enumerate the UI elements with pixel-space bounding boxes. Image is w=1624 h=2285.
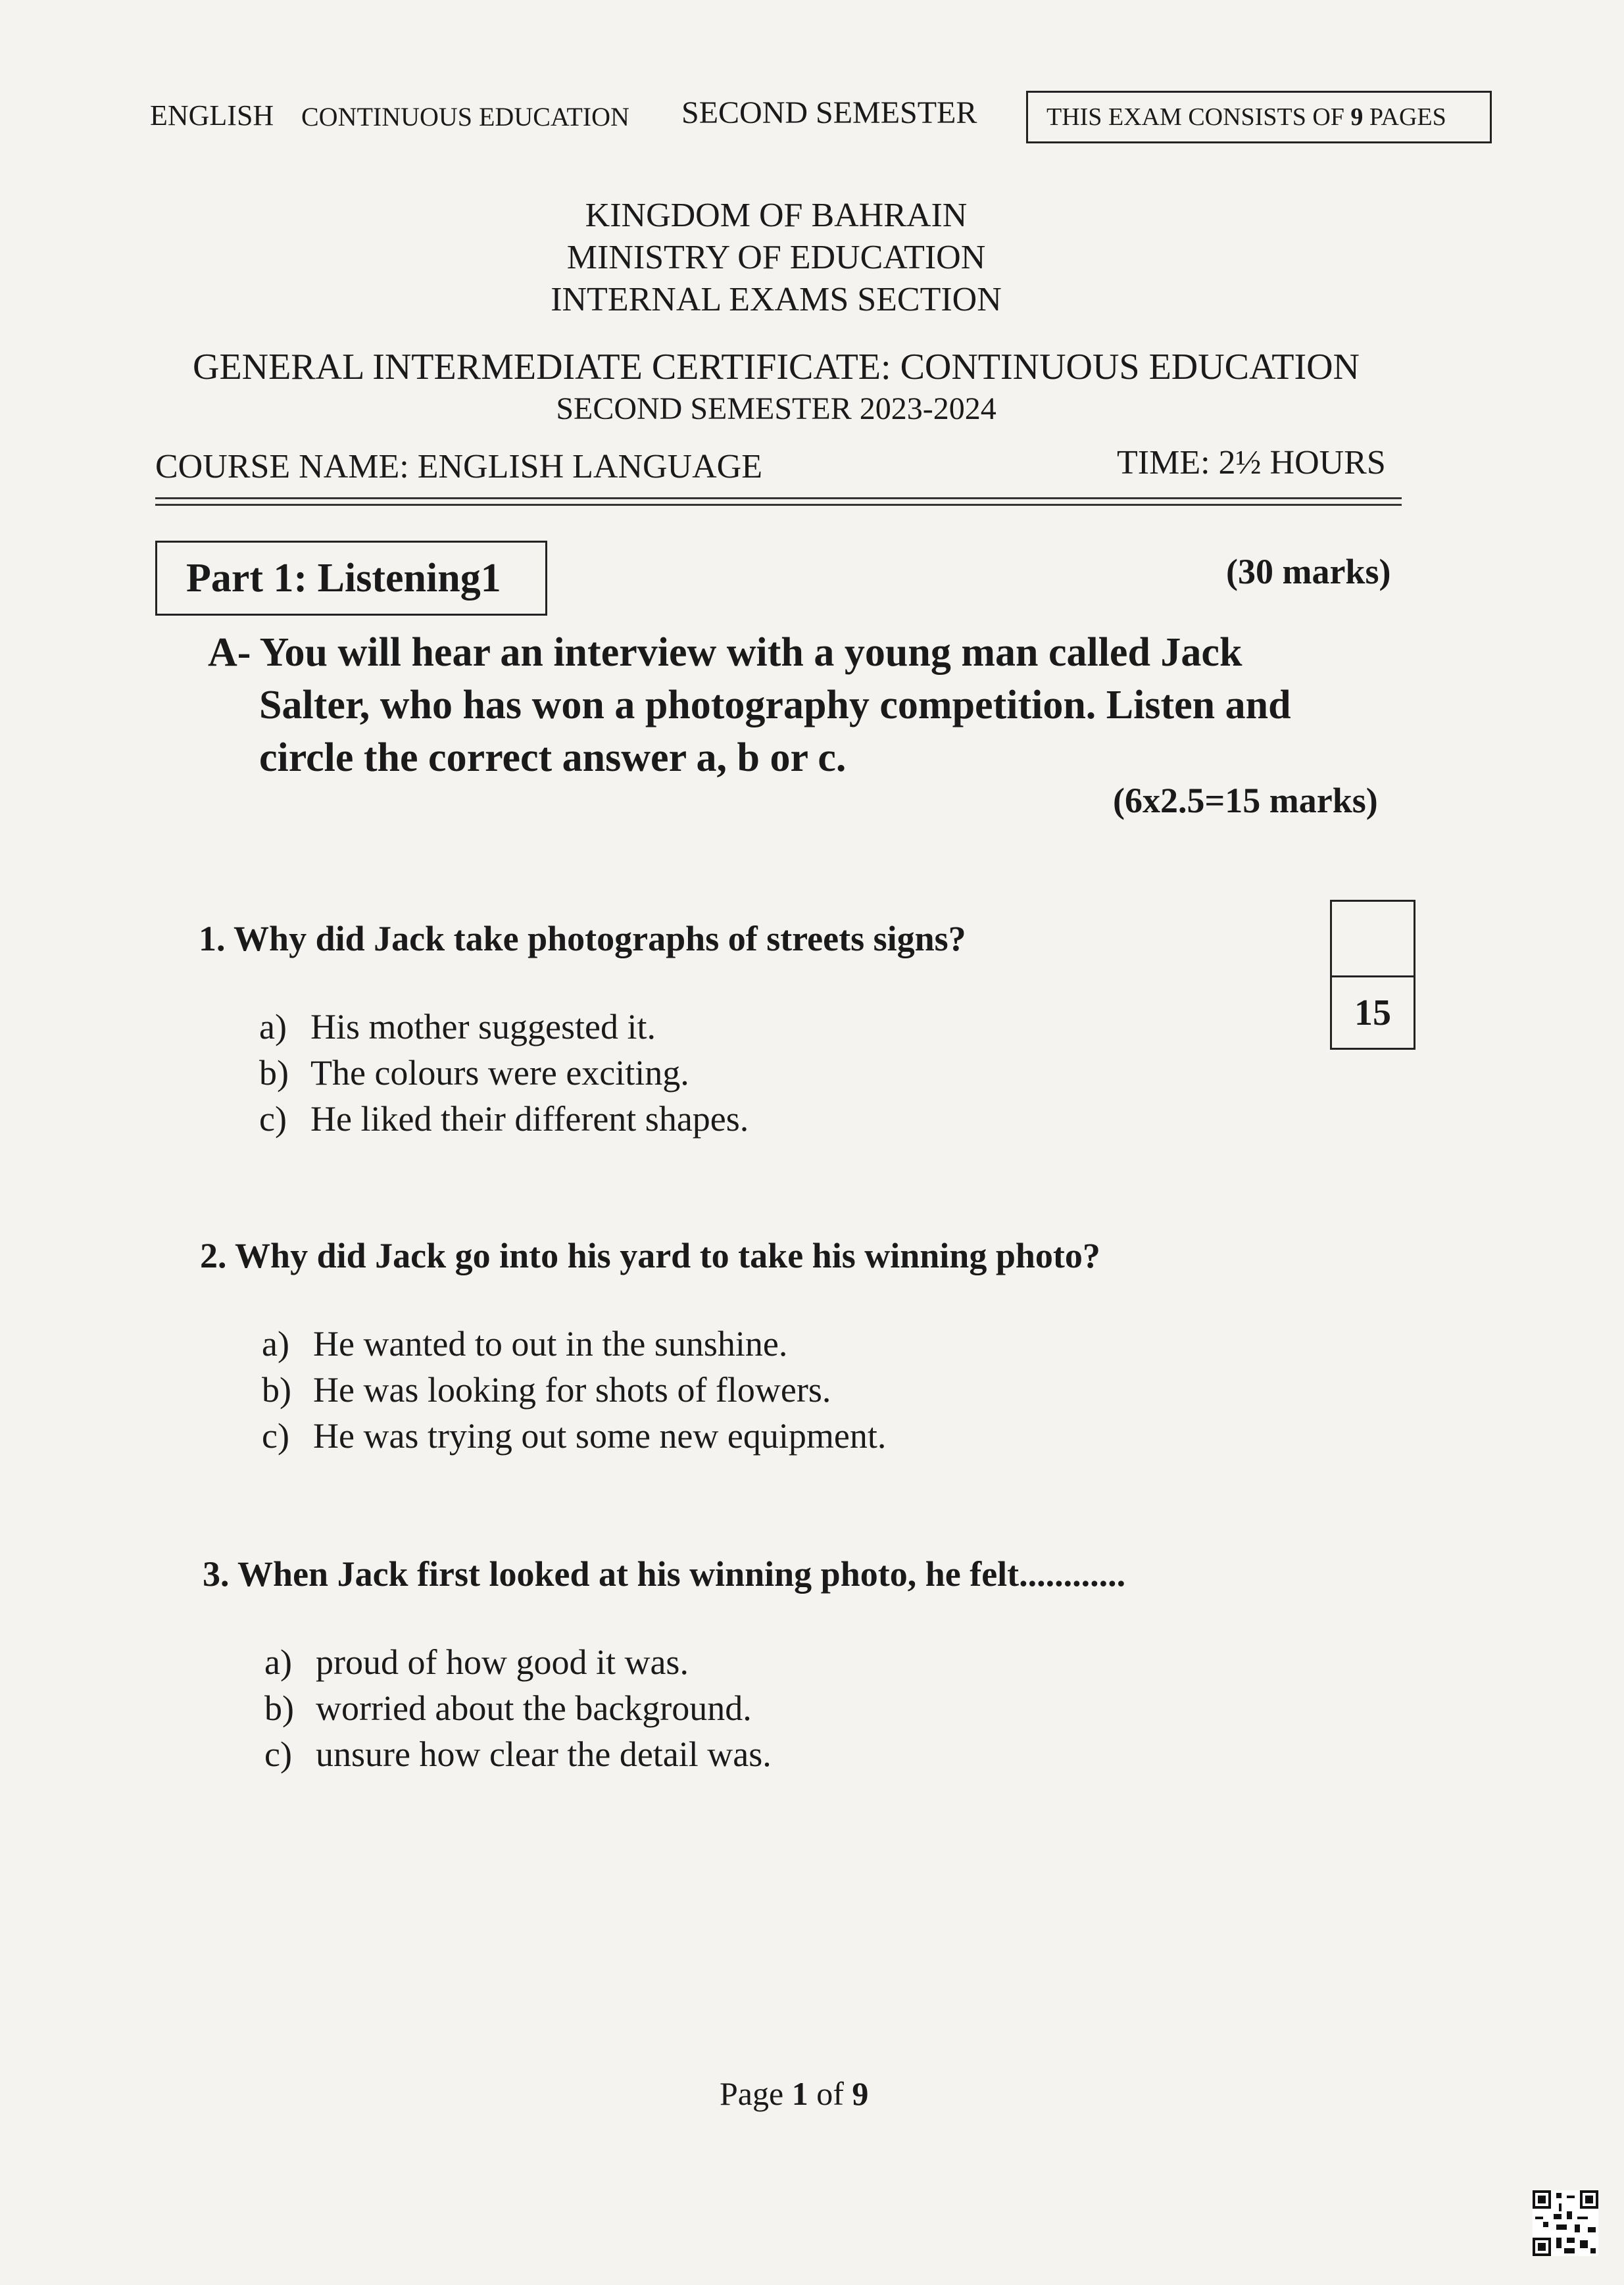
exam-pages-count: 9 [1350,103,1364,131]
certificate-title: GENERAL INTERMEDIATE CERTIFICATE: CONTINUOUS EDUCATION [193,347,1360,387]
question-text: Why did Jack take photographs of streets signs? [234,919,966,958]
option-letter: a) [259,1007,287,1046]
question-3 [203,1554,1125,1594]
section-a-line-3: circle the correct answer a, b or c. [259,735,847,780]
option-text: He liked their different shapes. [310,1099,749,1139]
exam-pages-suffix: PAGES [1369,103,1446,131]
option-letter: b) [259,1053,289,1093]
course-name: COURSE NAME: ENGLISH LANGUAGE [155,448,762,485]
option-letter: a) [262,1324,289,1364]
part-title: Part 1: Listening1 [186,556,501,601]
score-box-blank [1332,902,1414,977]
question-number: 1. [199,919,226,958]
exam-time: TIME: 2½ HOURS [1117,444,1386,481]
option-text: His mother suggested it. [310,1007,656,1046]
page-word: Page [720,2075,784,2112]
option-letter: b) [264,1688,294,1728]
subject-label: ENGLISH [150,99,274,132]
page-total: 9 [852,2075,869,2112]
option-text: worried about the background. [316,1688,752,1728]
option-text: He was trying out some new equipment. [313,1416,887,1456]
option-letter: a) [264,1642,292,1682]
page-footer [720,2075,868,2113]
option-letter: c) [259,1099,287,1139]
program-label: CONTINUOUS EDUCATION [301,102,629,132]
question-text: Why did Jack go into his yard to take his winning photo? [235,1236,1100,1275]
ministry-line-3: INTERNAL EXAMS SECTION [551,281,1002,318]
question-2 [200,1235,1100,1276]
section-a-line-1: A- You will hear an interview with a young man called Jack [208,630,1243,675]
question-1-option-b[interactable] [259,1052,689,1093]
question-3-option-a[interactable] [264,1642,689,1683]
question-2-option-c[interactable] [262,1415,886,1456]
option-text: unsure how clear the detail was. [316,1734,772,1774]
option-letter: c) [264,1734,292,1774]
score-box-total: 15 [1354,993,1391,1033]
question-2-option-a[interactable] [262,1323,787,1364]
option-letter: b) [262,1370,291,1410]
score-box [1330,900,1415,1050]
certificate-semester: SECOND SEMESTER 2023-2024 [556,391,997,426]
option-text: proud of how good it was. [316,1642,689,1682]
question-3-option-b[interactable] [264,1688,752,1729]
option-text: The colours were exciting. [310,1053,689,1093]
page-number: 1 [791,2075,808,2112]
question-1-option-c[interactable] [259,1098,749,1139]
option-letter: c) [262,1416,289,1456]
question-3-option-c[interactable] [264,1734,772,1775]
of-word: of [816,2075,844,2112]
part-marks: (30 marks) [1226,552,1391,591]
question-1-option-a[interactable] [259,1006,656,1047]
section-a-marks: (6x2.5=15 marks) [1113,781,1378,820]
option-text: He wanted to out in the sunshine. [313,1324,788,1364]
question-2-option-b[interactable] [262,1369,831,1410]
question-number: 3. [203,1554,230,1594]
option-text: He was looking for shots of flowers. [313,1370,831,1410]
question-text: When Jack first looked at his winning photo, he felt............ [237,1554,1126,1594]
exam-pages-box [1026,91,1492,143]
exam-pages-prefix: THIS EXAM CONSISTS OF [1046,103,1344,131]
header-rule-top [155,497,1402,499]
ministry-line-1: KINGDOM OF BAHRAIN [585,197,968,234]
question-1 [199,918,966,959]
semester-label: SECOND SEMESTER [681,95,977,130]
header-rule-bottom [155,504,1402,506]
qr-code-icon [1533,2190,1598,2256]
section-a-line-2: Salter, who has won a photography competition. Listen and [259,683,1291,727]
question-number: 2. [200,1236,227,1275]
ministry-line-2: MINISTRY OF EDUCATION [566,239,986,276]
part-title-box [155,541,547,616]
